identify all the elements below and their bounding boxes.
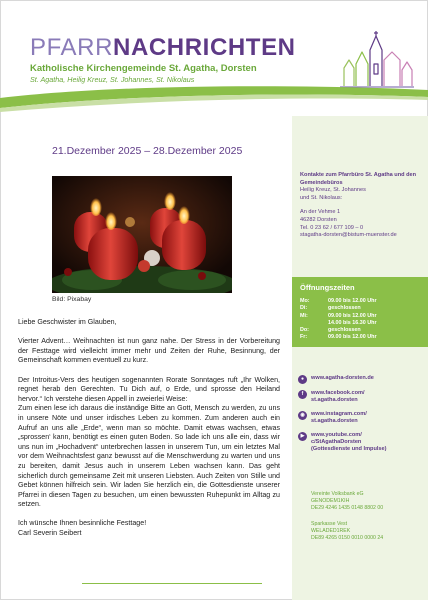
hours-time: 09.00 bis 12.00 Uhr [328,312,377,319]
hours-time: 09.00 bis 12.00 Uhr [328,298,377,304]
facebook-link[interactable] [298,390,426,405]
hours-time: 14.00 bis 16.30 Uhr [328,319,377,326]
date-range: 21.Dezember 2025 – 28.Dezember 2025 [52,145,243,157]
footer-divider [82,583,262,584]
globe-icon: ● [298,375,307,384]
bank-account-2 [311,521,423,542]
greeting: Liebe Geschwister im Glauben, [18,318,117,326]
advent-candles-photo [52,176,232,293]
paragraph-2: Der Introitus-Vers des heutigen sogenannten Rorate Sonntages ruft „Ihr Wolken, regnet herab den Gerechten. Tu Dich auf, o Erde, und sprosse den Heiland hervor.“ Ich verstehe diesen Appell in zweierlei Weise: [18,375,280,403]
closing-line: Ich wünsche Ihnen besinnliche Festtage! [18,519,147,528]
hours-time: geschlossen [328,327,361,334]
hours-row [300,313,420,320]
paragraph-3: Zum einen lese ich daraus die inständige Bitte an Gott, Mensch zu werden, zu uns in unsere Nöte und unser irdisches Leben zu kommen. Zum anderen auch ein Aufruf an uns alle „Erde“, wenn man so möchte. Damit etwas wachsen, etwas „sprossen‘ kann, benötigt es einen guten Boden. So lade ich uns alle ein, dass wir uns nun im „Hochadvent“ unterbrechen lassen in unserem Tun, um ein letztes Mal vor dem Weihnachtsfest ganz bewusst auf die Menschwerdung zu warten und uns zu bereiten, damit Jesus auch in unserem Leben wachsen kann. Das geht sicherlich durch gemeinsame Zeit mit unseren Liebsten. Auch Zeiten von Stille und Gebet können hilfreich sein. Wir laden Sie herzlich ein, die Gottesdienste unserer Pfarrei in diesen Tagen zu besuchen, um einen bewussten Ruhepunkt im Alltag zu setzen. [18,404,280,509]
hours-row [300,305,420,312]
contact-email-link[interactable]: stagatha-dorsten@bistum-muenster.de [300,232,397,239]
title-part-nachrichten: NACHRICHTEN [113,34,296,61]
instagram-link-text[interactable] [311,411,367,426]
contact-title: Kontakte zum Pfarrbüro St. Agatha und den Gemeindebüros [300,172,417,186]
youtube-link[interactable] [298,432,426,454]
facebook-url-2: st.agatha.dorsten [311,397,358,404]
parish-name: Katholische Kirchengemeinde St. Agatha, Dorsten [30,63,257,74]
website-link-text[interactable]: www.agatha-dorsten.de [311,375,374,381]
bank-bic: WELADED1REK [311,528,351,534]
hours-row [300,298,420,305]
facebook-url-1: www.facebook.com/ [311,390,365,396]
facebook-link-text[interactable] [311,390,365,405]
title-part-pfarr: PFARR [30,34,114,61]
parish-churches: St. Agatha, Heilig Kreuz, St. Johannes, St. Nikolaus [30,75,195,84]
contact-city: 46282 Dorsten [300,216,337,223]
article-body [18,318,280,539]
opening-hours-box [292,277,428,347]
bank-iban: DE89 4265 0150 0010 0000 24 [311,535,384,541]
contact-sub-2: und St. Nikolaus: [300,194,343,201]
hours-time: 09.00 bis 12.00 Uhr [328,334,377,341]
hours-day: Mi: [300,312,308,319]
hours-time: geschlossen [328,305,361,312]
youtube-url-2: c/StAgathaDorsten [311,439,362,446]
facebook-icon: f [298,390,307,399]
candles-image [52,176,232,293]
opening-hours-title: Öffnungszeiten [300,283,355,292]
website-link[interactable] [298,375,426,384]
bank-bic: GENODEM1KIH [311,498,350,504]
hours-row [300,320,420,327]
newsletter-title [30,36,296,60]
instagram-icon: ◉ [298,411,307,420]
hours-row [300,334,420,341]
church-logo-icon [336,30,416,90]
contact-street: An der Vehme 1 [300,209,341,216]
hours-day: Do: [300,327,309,334]
social-links [298,375,426,460]
bank-name: Sparkasse Vest [311,521,348,527]
bank-name: Vereinte Volksbank eG [311,491,364,497]
instagram-url-1: www.instagram.com/ [311,410,367,417]
hours-row [300,327,420,334]
hours-day: Fr: [300,334,308,341]
contact-phone: Tel. 0 23 62 / 677 109 – 0 [300,224,364,231]
youtube-url-1: www.youtube.com/ [311,431,362,438]
contact-sub-1: Heilig Kreuz, St. Johannes [300,187,366,194]
hours-day: Mo: [300,298,310,304]
hours-day: Di: [300,305,308,312]
bank-iban: DE29 4246 1435 0148 8802 00 [311,505,384,511]
instagram-url-2: st.agatha.dorsten [311,418,358,425]
hours-day [300,320,328,327]
paragraph-1: Vierter Advent… Weihnachten ist nun ganz nahe. Der Stress in der Vorbereitung der Festtage wird vielleicht immer mehr und Zeiten der Ruhe, Besinnung, der Gemeinschaft kommen eventuell zu kurz. [18,337,280,365]
bank-account-1 [311,491,423,512]
signature: Carl Severin Seibert [18,529,82,538]
youtube-link-text[interactable] [311,432,387,454]
photo-credit: Bild: Pixabay [52,296,92,303]
contact-block [300,172,424,240]
youtube-note: (Gottesdienste und Impulse) [311,446,387,453]
instagram-link[interactable] [298,411,426,426]
youtube-icon: ▶ [298,432,307,441]
